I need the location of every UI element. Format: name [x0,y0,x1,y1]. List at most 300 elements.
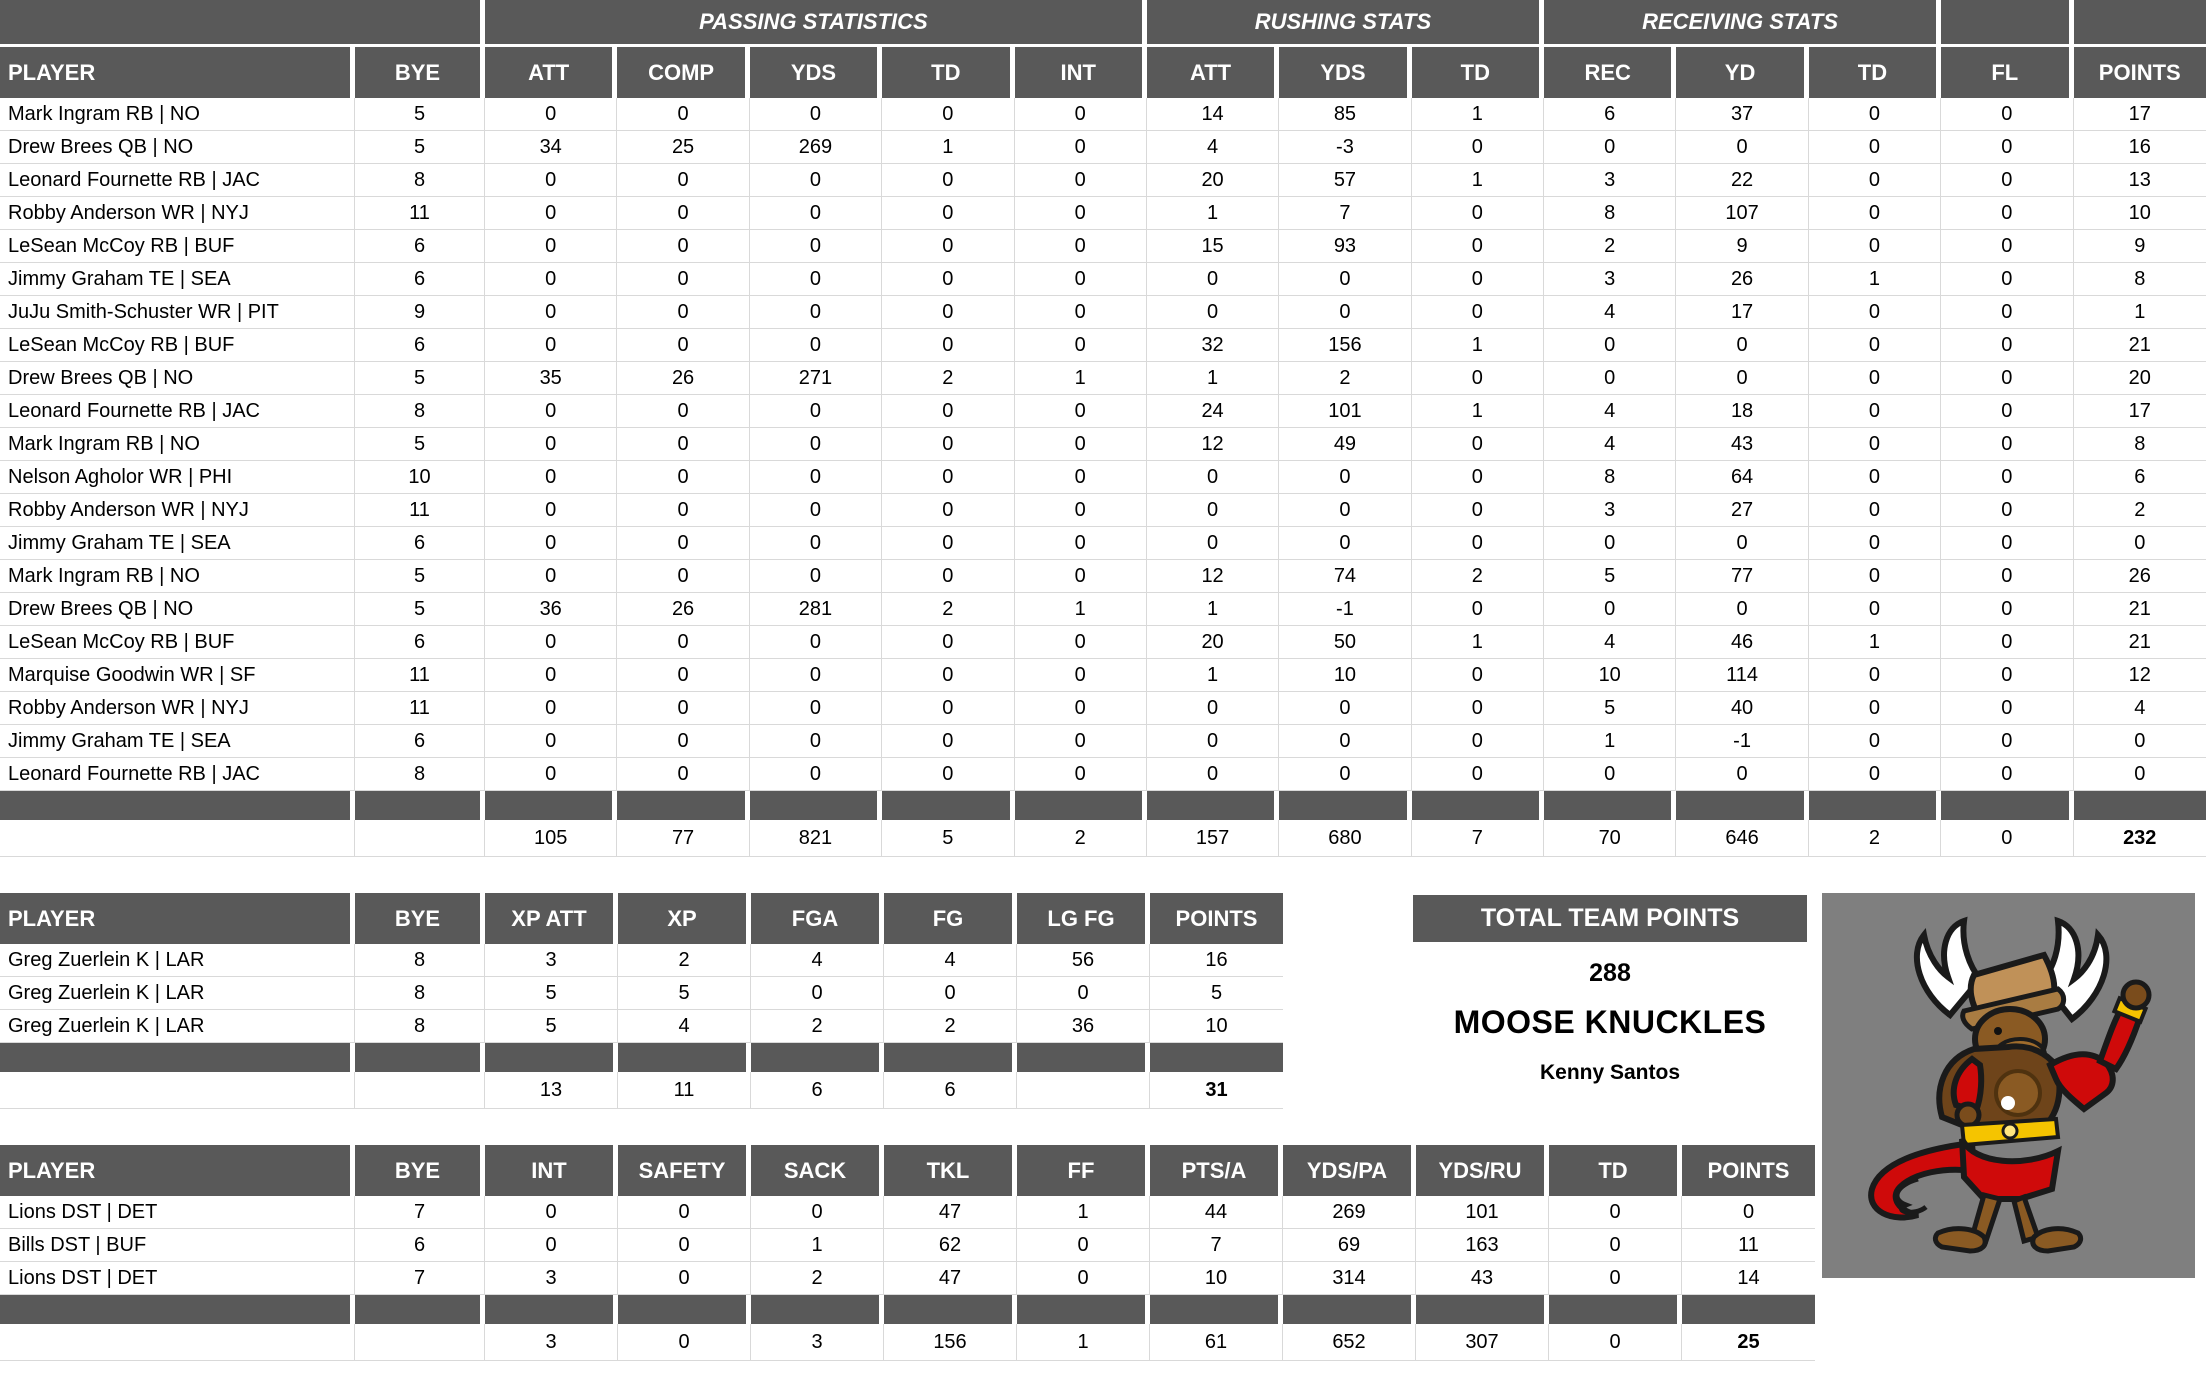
stat-cell[interactable]: 0 [1809,395,1941,428]
stat-cell[interactable]: 0 [1015,428,1147,461]
stat-cell[interactable]: 3 [485,944,618,977]
stat-cell[interactable]: 2 [751,1010,884,1043]
stat-cell[interactable]: 11 [1682,1229,1815,1262]
stat-cell[interactable]: 0 [1412,494,1544,527]
player-cell[interactable]: Bills DST | BUF [0,1229,355,1262]
stat-cell[interactable]: 8 [355,977,485,1010]
stat-cell[interactable]: 17 [2074,98,2206,131]
stat-cell[interactable]: 0 [1279,263,1411,296]
stat-cell[interactable]: 0 [1809,692,1941,725]
stat-cell[interactable]: 5 [485,1010,618,1043]
stat-cell[interactable]: 0 [750,461,882,494]
stat-cell[interactable]: 0 [882,230,1014,263]
stat-cell[interactable]: 17 [2074,395,2206,428]
stat-cell[interactable]: 36 [485,593,617,626]
stat-cell[interactable]: 281 [750,593,882,626]
stat-cell[interactable]: 0 [485,197,617,230]
player-cell[interactable]: LeSean McCoy RB | BUF [0,230,355,263]
stat-cell[interactable]: 62 [884,1229,1017,1262]
stat-cell[interactable]: 69 [1283,1229,1416,1262]
stat-cell[interactable]: 8 [355,1010,485,1043]
stat-cell[interactable]: 26 [1676,263,1808,296]
stat-cell[interactable]: 0 [1412,296,1544,329]
player-cell[interactable]: Greg Zuerlein K | LAR [0,944,355,977]
stat-cell[interactable]: 101 [1279,395,1411,428]
stat-cell[interactable]: 6 [355,329,485,362]
stat-cell[interactable]: 4 [618,1010,751,1043]
stat-cell[interactable]: 0 [1015,98,1147,131]
stat-cell[interactable]: 5 [355,560,485,593]
stat-cell[interactable]: 0 [1676,362,1808,395]
stat-cell[interactable]: 0 [882,98,1014,131]
stat-cell[interactable]: 0 [750,197,882,230]
stat-cell[interactable]: 9 [1676,230,1808,263]
stat-cell[interactable]: 0 [617,527,749,560]
stat-cell[interactable]: 6 [355,263,485,296]
stat-cell[interactable]: 0 [1412,362,1544,395]
stat-cell[interactable]: 0 [1279,692,1411,725]
stat-cell[interactable]: 0 [1941,296,2073,329]
player-cell[interactable]: Robby Anderson WR | NYJ [0,494,355,527]
stat-cell[interactable]: 0 [1544,593,1676,626]
stat-cell[interactable]: 114 [1676,659,1808,692]
stat-cell[interactable]: 0 [1544,329,1676,362]
stat-cell[interactable]: 0 [485,626,617,659]
stat-cell[interactable]: 14 [1682,1262,1815,1295]
stat-cell[interactable]: 0 [882,395,1014,428]
stat-cell[interactable]: 269 [750,131,882,164]
stat-cell[interactable]: 0 [882,494,1014,527]
stat-cell[interactable]: 0 [1941,197,2073,230]
stat-cell[interactable]: 43 [1416,1262,1549,1295]
stat-cell[interactable]: 0 [1941,758,2073,791]
stat-cell[interactable]: 26 [617,593,749,626]
stat-cell[interactable]: 0 [1941,362,2073,395]
stat-cell[interactable]: 0 [1549,1196,1682,1229]
stat-cell[interactable]: 74 [1279,560,1411,593]
stat-cell[interactable]: 0 [1544,362,1676,395]
stat-cell[interactable]: 0 [1809,461,1941,494]
stat-cell[interactable]: 0 [1015,461,1147,494]
stat-cell[interactable]: 0 [617,98,749,131]
stat-cell[interactable]: 1 [1809,626,1941,659]
player-cell[interactable]: Marquise Goodwin WR | SF [0,659,355,692]
stat-cell[interactable]: 3 [1544,494,1676,527]
stat-cell[interactable]: 0 [1017,977,1150,1010]
stat-cell[interactable]: 2 [1412,560,1544,593]
stat-cell[interactable]: 0 [618,1196,751,1229]
stat-cell[interactable]: 32 [1147,329,1279,362]
stat-cell[interactable]: 0 [882,461,1014,494]
stat-cell[interactable]: 16 [1150,944,1283,977]
stat-cell[interactable]: 0 [882,692,1014,725]
player-cell[interactable]: Jimmy Graham TE | SEA [0,263,355,296]
stat-cell[interactable]: 0 [1015,725,1147,758]
stat-cell[interactable]: 156 [1279,329,1411,362]
stat-cell[interactable]: 0 [1809,230,1941,263]
stat-cell[interactable]: 0 [882,197,1014,230]
stat-cell[interactable]: 0 [1412,131,1544,164]
stat-cell[interactable]: 0 [1015,560,1147,593]
stat-cell[interactable]: 0 [1279,758,1411,791]
player-cell[interactable]: Drew Brees QB | NO [0,593,355,626]
stat-cell[interactable]: 0 [1412,659,1544,692]
stat-cell[interactable]: 0 [485,692,617,725]
stat-cell[interactable]: 1 [1015,362,1147,395]
stat-cell[interactable]: 46 [1676,626,1808,659]
stat-cell[interactable]: 0 [882,329,1014,362]
stat-cell[interactable]: 18 [1676,395,1808,428]
stat-cell[interactable]: 0 [1015,263,1147,296]
stat-cell[interactable]: 0 [1015,395,1147,428]
stat-cell[interactable]: 0 [1015,494,1147,527]
stat-cell[interactable]: 4 [751,944,884,977]
stat-cell[interactable]: 4 [2074,692,2206,725]
stat-cell[interactable]: 0 [1941,395,2073,428]
stat-cell[interactable]: 0 [1279,296,1411,329]
stat-cell[interactable]: 0 [1412,593,1544,626]
player-cell[interactable]: JuJu Smith-Schuster WR | PIT [0,296,355,329]
stat-cell[interactable]: -1 [1676,725,1808,758]
stat-cell[interactable]: 0 [1015,164,1147,197]
stat-cell[interactable]: 0 [1147,494,1279,527]
stat-cell[interactable]: 0 [751,1196,884,1229]
stat-cell[interactable]: 8 [355,395,485,428]
stat-cell[interactable]: 0 [1147,758,1279,791]
stat-cell[interactable]: 2 [751,1262,884,1295]
stat-cell[interactable]: 0 [1941,725,2073,758]
stat-cell[interactable]: 93 [1279,230,1411,263]
stat-cell[interactable]: 0 [2074,758,2206,791]
stat-cell[interactable]: 0 [750,527,882,560]
stat-cell[interactable]: 1 [1147,362,1279,395]
stat-cell[interactable]: 1 [1412,395,1544,428]
stat-cell[interactable]: 3 [1544,263,1676,296]
stat-cell[interactable]: -1 [1279,593,1411,626]
stat-cell[interactable]: 0 [750,329,882,362]
stat-cell[interactable]: 0 [1412,428,1544,461]
stat-cell[interactable]: 0 [1941,263,2073,296]
stat-cell[interactable]: 0 [1809,659,1941,692]
stat-cell[interactable]: 10 [1544,659,1676,692]
stat-cell[interactable]: 56 [1017,944,1150,977]
stat-cell[interactable]: 1 [751,1229,884,1262]
stat-cell[interactable]: 0 [1015,758,1147,791]
player-cell[interactable]: Mark Ingram RB | NO [0,98,355,131]
stat-cell[interactable]: 0 [485,659,617,692]
player-cell[interactable]: Drew Brees QB | NO [0,362,355,395]
stat-cell[interactable]: 20 [2074,362,2206,395]
stat-cell[interactable]: 2 [2074,494,2206,527]
stat-cell[interactable]: 0 [1809,428,1941,461]
stat-cell[interactable]: 3 [1544,164,1676,197]
stat-cell[interactable]: 0 [617,692,749,725]
stat-cell[interactable]: 0 [617,560,749,593]
stat-cell[interactable]: 0 [1809,362,1941,395]
stat-cell[interactable]: 5 [355,428,485,461]
stat-cell[interactable]: 0 [1809,197,1941,230]
player-cell[interactable]: Jimmy Graham TE | SEA [0,725,355,758]
stat-cell[interactable]: 25 [617,131,749,164]
stat-cell[interactable]: 1 [1412,164,1544,197]
stat-cell[interactable]: 49 [1279,428,1411,461]
stat-cell[interactable]: 0 [1147,296,1279,329]
stat-cell[interactable]: 1 [1147,197,1279,230]
stat-cell[interactable]: 0 [1015,197,1147,230]
stat-cell[interactable]: 8 [1544,197,1676,230]
player-cell[interactable]: Robby Anderson WR | NYJ [0,197,355,230]
stat-cell[interactable]: 1 [1017,1196,1150,1229]
stat-cell[interactable]: 0 [1017,1229,1150,1262]
stat-cell[interactable]: 4 [1147,131,1279,164]
stat-cell[interactable]: 0 [750,296,882,329]
player-cell[interactable]: Jimmy Graham TE | SEA [0,527,355,560]
stat-cell[interactable]: 5 [1544,692,1676,725]
stat-cell[interactable]: 2 [882,593,1014,626]
stat-cell[interactable]: 3 [485,1262,618,1295]
stat-cell[interactable]: 0 [1015,329,1147,362]
stat-cell[interactable]: 0 [882,527,1014,560]
stat-cell[interactable]: 4 [1544,296,1676,329]
stat-cell[interactable]: 10 [1150,1010,1283,1043]
stat-cell[interactable]: 21 [2074,593,2206,626]
stat-cell[interactable]: 1 [1544,725,1676,758]
stat-cell[interactable]: 0 [1412,527,1544,560]
player-cell[interactable]: Greg Zuerlein K | LAR [0,1010,355,1043]
stat-cell[interactable]: 0 [485,395,617,428]
stat-cell[interactable]: 11 [355,197,485,230]
stat-cell[interactable]: 0 [617,296,749,329]
stat-cell[interactable]: 5 [355,362,485,395]
stat-cell[interactable]: 0 [1941,164,2073,197]
stat-cell[interactable]: 0 [617,263,749,296]
stat-cell[interactable]: 0 [1941,494,2073,527]
stat-cell[interactable]: 4 [1544,626,1676,659]
stat-cell[interactable]: 0 [1809,725,1941,758]
stat-cell[interactable]: 0 [750,725,882,758]
stat-cell[interactable]: 0 [1809,494,1941,527]
stat-cell[interactable]: 0 [750,164,882,197]
stat-cell[interactable]: 6 [2074,461,2206,494]
stat-cell[interactable]: 0 [750,758,882,791]
stat-cell[interactable]: 0 [1941,230,2073,263]
stat-cell[interactable]: 0 [2074,725,2206,758]
stat-cell[interactable]: 1 [1809,263,1941,296]
stat-cell[interactable]: 9 [355,296,485,329]
stat-cell[interactable]: 20 [1147,164,1279,197]
stat-cell[interactable]: 1 [882,131,1014,164]
player-cell[interactable]: Mark Ingram RB | NO [0,428,355,461]
player-cell[interactable]: Leonard Fournette RB | JAC [0,164,355,197]
stat-cell[interactable]: 5 [1544,560,1676,593]
stat-cell[interactable]: 0 [618,1229,751,1262]
player-cell[interactable]: Greg Zuerlein K | LAR [0,977,355,1010]
stat-cell[interactable]: 5 [355,98,485,131]
stat-cell[interactable]: 0 [1676,131,1808,164]
stat-cell[interactable]: 22 [1676,164,1808,197]
stat-cell[interactable]: 0 [617,197,749,230]
stat-cell[interactable]: 0 [882,560,1014,593]
player-cell[interactable]: Drew Brees QB | NO [0,131,355,164]
stat-cell[interactable]: 0 [617,725,749,758]
stat-cell[interactable]: 4 [1544,428,1676,461]
stat-cell[interactable]: 26 [617,362,749,395]
stat-cell[interactable]: 0 [1015,131,1147,164]
stat-cell[interactable]: 0 [1676,527,1808,560]
stat-cell[interactable]: 5 [618,977,751,1010]
stat-cell[interactable]: 57 [1279,164,1411,197]
stat-cell[interactable]: 0 [1412,197,1544,230]
stat-cell[interactable]: 5 [355,593,485,626]
stat-cell[interactable]: 0 [1015,692,1147,725]
stat-cell[interactable]: 16 [2074,131,2206,164]
stat-cell[interactable]: 50 [1279,626,1411,659]
stat-cell[interactable]: 40 [1676,692,1808,725]
stat-cell[interactable]: 0 [882,164,1014,197]
stat-cell[interactable]: 0 [1941,692,2073,725]
stat-cell[interactable]: 2 [882,362,1014,395]
player-cell[interactable]: Robby Anderson WR | NYJ [0,692,355,725]
stat-cell[interactable]: 12 [1147,428,1279,461]
stat-cell[interactable]: 0 [1809,758,1941,791]
stat-cell[interactable]: 0 [750,395,882,428]
stat-cell[interactable]: 271 [750,362,882,395]
stat-cell[interactable]: 0 [1941,527,2073,560]
stat-cell[interactable]: 0 [1279,527,1411,560]
stat-cell[interactable]: 0 [617,494,749,527]
stat-cell[interactable]: 0 [750,626,882,659]
stat-cell[interactable]: 43 [1676,428,1808,461]
stat-cell[interactable]: 15 [1147,230,1279,263]
stat-cell[interactable]: 0 [750,659,882,692]
stat-cell[interactable]: 0 [750,692,882,725]
stat-cell[interactable]: 0 [617,428,749,461]
stat-cell[interactable]: 1 [2074,296,2206,329]
stat-cell[interactable]: 0 [617,461,749,494]
stat-cell[interactable]: -3 [1279,131,1411,164]
stat-cell[interactable]: 0 [617,329,749,362]
player-cell[interactable]: Leonard Fournette RB | JAC [0,758,355,791]
stat-cell[interactable]: 8 [2074,263,2206,296]
stat-cell[interactable]: 10 [1279,659,1411,692]
stat-cell[interactable]: 9 [2074,230,2206,263]
stat-cell[interactable]: 0 [617,395,749,428]
stat-cell[interactable]: 0 [1941,659,2073,692]
stat-cell[interactable]: 0 [884,977,1017,1010]
stat-cell[interactable]: 0 [1412,692,1544,725]
stat-cell[interactable]: 1 [1147,659,1279,692]
stat-cell[interactable]: 2 [884,1010,1017,1043]
stat-cell[interactable]: 44 [1150,1196,1283,1229]
stat-cell[interactable]: 0 [750,230,882,263]
stat-cell[interactable]: 11 [355,659,485,692]
stat-cell[interactable]: 7 [1279,197,1411,230]
stat-cell[interactable]: 0 [750,428,882,461]
stat-cell[interactable]: 21 [2074,329,2206,362]
stat-cell[interactable]: 0 [1549,1229,1682,1262]
stat-cell[interactable]: 0 [1941,626,2073,659]
stat-cell[interactable]: 10 [2074,197,2206,230]
stat-cell[interactable]: 163 [1416,1229,1549,1262]
stat-cell[interactable]: 4 [884,944,1017,977]
stat-cell[interactable]: 0 [882,626,1014,659]
stat-cell[interactable]: 0 [1809,131,1941,164]
stat-cell[interactable]: 0 [1412,758,1544,791]
stat-cell[interactable]: 0 [1809,560,1941,593]
stat-cell[interactable]: 5 [355,131,485,164]
stat-cell[interactable]: 0 [485,230,617,263]
player-cell[interactable]: Mark Ingram RB | NO [0,560,355,593]
stat-cell[interactable]: 4 [1544,395,1676,428]
stat-cell[interactable]: 8 [355,758,485,791]
stat-cell[interactable]: 0 [1544,758,1676,791]
stat-cell[interactable]: 0 [751,977,884,1010]
stat-cell[interactable]: 0 [485,560,617,593]
stat-cell[interactable]: 0 [1549,1262,1682,1295]
stat-cell[interactable]: 0 [1941,593,2073,626]
stat-cell[interactable]: 0 [617,626,749,659]
stat-cell[interactable]: 0 [1147,725,1279,758]
stat-cell[interactable]: 0 [617,758,749,791]
player-cell[interactable]: Lions DST | DET [0,1196,355,1229]
stat-cell[interactable]: 0 [1412,461,1544,494]
player-cell[interactable]: Nelson Agholor WR | PHI [0,461,355,494]
stat-cell[interactable]: 6 [355,230,485,263]
stat-cell[interactable]: 0 [750,560,882,593]
stat-cell[interactable]: 8 [1544,461,1676,494]
stat-cell[interactable]: 0 [485,164,617,197]
stat-cell[interactable]: 0 [1147,527,1279,560]
stat-cell[interactable]: 0 [485,98,617,131]
stat-cell[interactable]: 0 [1147,263,1279,296]
stat-cell[interactable]: 101 [1416,1196,1549,1229]
stat-cell[interactable]: 10 [355,461,485,494]
stat-cell[interactable]: 0 [1015,659,1147,692]
stat-cell[interactable]: 20 [1147,626,1279,659]
stat-cell[interactable]: 12 [1147,560,1279,593]
stat-cell[interactable]: 0 [1279,461,1411,494]
stat-cell[interactable]: 0 [617,164,749,197]
stat-cell[interactable]: 0 [1676,329,1808,362]
stat-cell[interactable]: 0 [750,263,882,296]
stat-cell[interactable]: 0 [485,428,617,461]
stat-cell[interactable]: 35 [485,362,617,395]
stat-cell[interactable]: 314 [1283,1262,1416,1295]
player-cell[interactable]: Leonard Fournette RB | JAC [0,395,355,428]
stat-cell[interactable]: 0 [882,758,1014,791]
stat-cell[interactable]: 0 [1412,230,1544,263]
stat-cell[interactable]: 0 [618,1262,751,1295]
stat-cell[interactable]: 0 [1809,164,1941,197]
stat-cell[interactable]: 0 [485,461,617,494]
stat-cell[interactable]: 2 [1544,230,1676,263]
stat-cell[interactable]: 34 [485,131,617,164]
stat-cell[interactable]: 47 [884,1196,1017,1229]
stat-cell[interactable]: 77 [1676,560,1808,593]
stat-cell[interactable]: 0 [1544,131,1676,164]
stat-cell[interactable]: 0 [1809,593,1941,626]
stat-cell[interactable]: 0 [1676,593,1808,626]
stat-cell[interactable]: 0 [1015,527,1147,560]
stat-cell[interactable]: 0 [1279,494,1411,527]
stat-cell[interactable]: 1 [1147,593,1279,626]
stat-cell[interactable]: 0 [485,296,617,329]
player-cell[interactable]: Lions DST | DET [0,1262,355,1295]
stat-cell[interactable]: 1 [1015,593,1147,626]
stat-cell[interactable]: 8 [355,164,485,197]
stat-cell[interactable]: 0 [485,725,617,758]
stat-cell[interactable]: 0 [485,329,617,362]
